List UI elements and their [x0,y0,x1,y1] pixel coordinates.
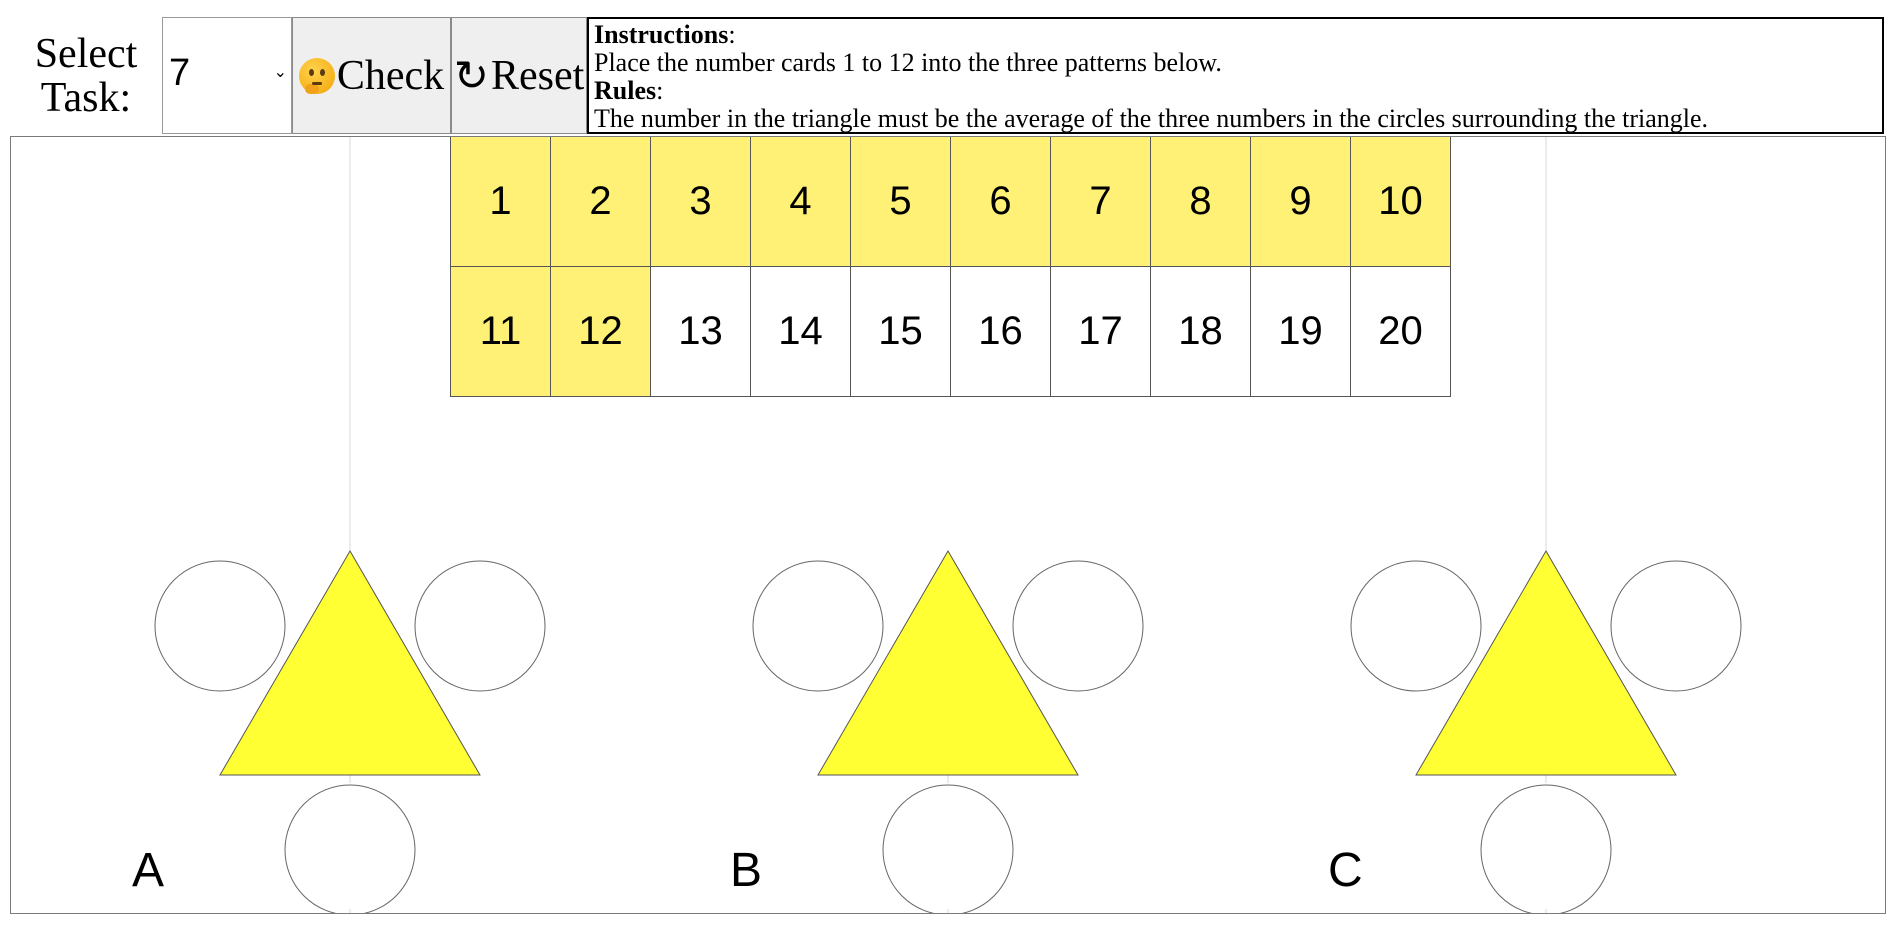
number-card[interactable]: 7 [1050,136,1151,267]
pattern-label-c: C [1328,844,1363,897]
task-select-value: 7 [169,52,191,94]
reset-button-label: Reset [490,52,585,99]
pattern-b-circle-left[interactable] [753,561,883,691]
pattern-b-circle-bottom[interactable] [883,785,1013,914]
number-card[interactable]: 19 [1250,266,1351,397]
pattern-a-circle-left[interactable] [155,561,285,691]
instructions-line: Instructions: [594,20,736,49]
chevron-down-icon: ⌄ [273,62,287,81]
puzzle-board [10,136,1886,914]
number-card[interactable]: 17 [1050,266,1151,397]
number-card[interactable]: 11 [450,266,551,397]
rules-line: Rules: [594,76,664,105]
pattern-label-a: A [132,844,165,897]
number-card[interactable]: 18 [1150,266,1251,397]
pattern-c-circle-right[interactable] [1611,561,1741,691]
rules-heading: Rules [594,76,657,105]
refresh-icon: ↻ [453,51,489,100]
pattern-label-b: B [730,844,763,897]
task-select[interactable] [162,17,292,134]
thinking-face-icon [299,58,335,94]
number-card[interactable]: 16 [950,266,1051,397]
number-card[interactable]: 14 [750,266,851,397]
number-card[interactable]: 6 [950,136,1051,267]
number-card[interactable]: 2 [550,136,651,267]
number-card[interactable]: 20 [1350,266,1451,397]
number-card[interactable]: 13 [650,266,751,397]
number-card[interactable]: 3 [650,136,751,267]
pattern-c-circle-bottom[interactable] [1481,785,1611,914]
reset-button[interactable] [451,17,587,134]
number-card[interactable]: 9 [1250,136,1351,267]
pattern-a-circle-right[interactable] [415,561,545,691]
number-card[interactable]: 1 [450,136,551,267]
toolbar [0,17,1895,136]
pattern-a-circle-bottom[interactable] [285,785,415,914]
select-task-label: Select Task: [34,31,138,121]
number-card[interactable]: 15 [850,266,951,397]
instructions-heading: Instructions [594,20,729,49]
number-card-tray [450,136,1450,396]
instructions-panel [587,17,1884,134]
pattern-b-circle-right[interactable] [1013,561,1143,691]
number-card[interactable]: 4 [750,136,851,267]
number-card[interactable]: 8 [1150,136,1251,267]
number-card[interactable]: 10 [1350,136,1451,267]
check-button[interactable] [292,17,451,134]
rules-text: The number in the triangle must be the average of the three numbers in the circles surrounding the triangle. [594,104,1709,133]
number-card[interactable]: 12 [550,266,651,397]
pattern-c-circle-left[interactable] [1351,561,1481,691]
check-button-label: Check [336,52,445,99]
instructions-text: Place the number cards 1 to 12 into the three patterns below. [594,48,1222,77]
number-card[interactable]: 5 [850,136,951,267]
